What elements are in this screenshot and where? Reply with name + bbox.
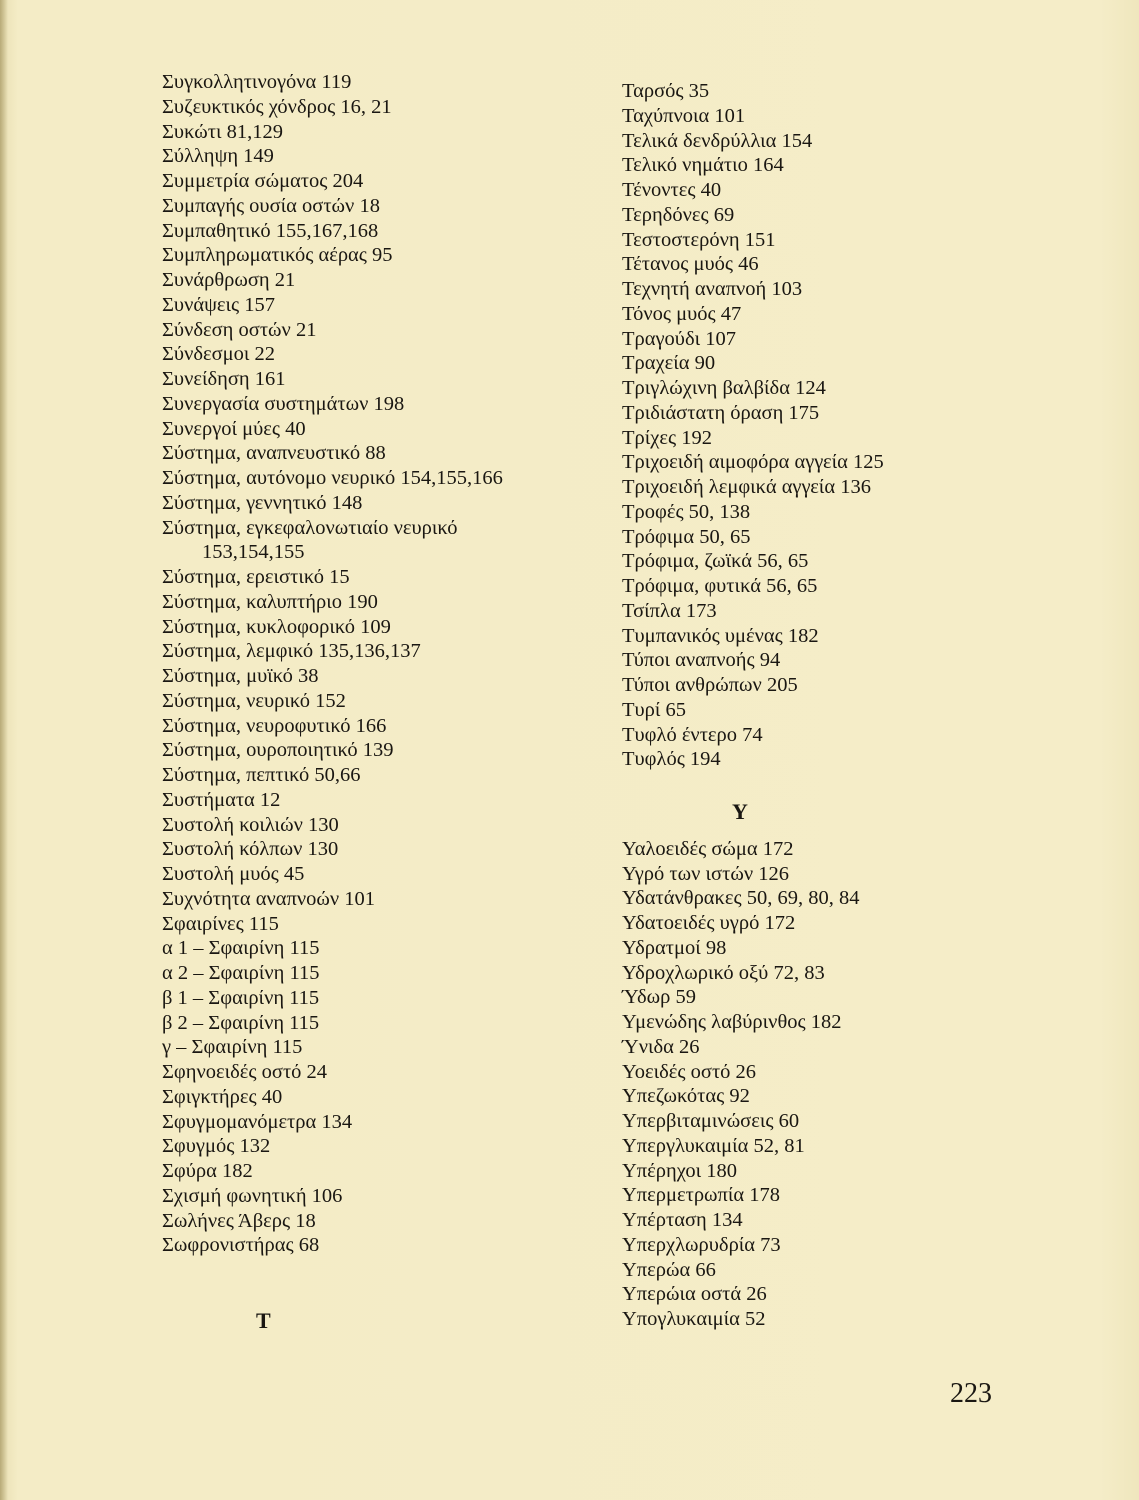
index-entry: α 2 – Σφαιρίνη 115: [162, 962, 320, 984]
index-entry: Υπερχλωρυδρία 73: [622, 1233, 781, 1256]
index-entry: Συνεργοί μύες 40: [162, 417, 306, 440]
index-entry: Σύστημα, μυϊκό 38: [162, 665, 319, 687]
index-entry: Τερηδόνες 69: [622, 203, 735, 226]
index-entry: Σύστημα, αναπνευστικό 88: [162, 442, 386, 465]
index-entry: Σύνδεση οστών 21: [162, 318, 317, 341]
index-entry: Σύστημα, κυκλοφορικό 109: [162, 615, 391, 638]
index-entry: Σύστημα, ερειστικό 15: [162, 566, 350, 588]
index-entry: Συμπληρωματικός αέρας 95: [162, 244, 393, 267]
index-entry: Σωφρονιστήρας 68: [162, 1234, 320, 1257]
index-entry: Τρόφιμα, ζωϊκά 56, 65: [622, 550, 809, 573]
section-letter-t: Τ: [256, 1308, 271, 1333]
index-entry: Συστολή κόλπων 130: [162, 838, 339, 861]
section-letter-y: Υ: [732, 799, 748, 824]
index-entry: Ταρσός 35: [622, 80, 710, 102]
index-entry: Συνεργασία συστημάτων 198: [162, 392, 405, 415]
page-spine-shadow: [0, 0, 8, 1500]
index-entry: γ – Σφαιρίνη 115: [162, 1036, 303, 1059]
index-entry: Σύστημα, εγκεφαλονωτιαίο νευρικό: [162, 516, 458, 539]
index-entry: Συνείδηση 161: [162, 368, 286, 390]
index-entry: Συνάψεις 157: [162, 293, 276, 316]
index-entry: Τελικό νημάτιο 164: [622, 154, 784, 177]
index-entry: Τόνος μυός 47: [622, 302, 742, 325]
index-entry: Τρόφιμα 50, 65: [622, 525, 751, 548]
index-entry: Συμπαγής ουσία οστών 18: [162, 194, 380, 217]
index-entry: Σύστημα, λεμφικό 135,136,137: [162, 640, 421, 663]
index-entry: Υπερβιταμινώσεις 60: [622, 1110, 800, 1132]
index-entry: Ύνιδα 26: [622, 1035, 700, 1058]
index-entry: Σύστημα, πεπτικό 50,66: [162, 764, 361, 786]
index-entry: Σύστημα, γεννητικό 148: [162, 491, 363, 514]
index-entry: Συγκολλητινογόνα 119: [162, 71, 352, 93]
index-entry: Υγρό των ιστών 126: [622, 862, 789, 885]
index-entry: Σύλληψη 149: [162, 145, 274, 168]
index-entry: β 1 – Σφαιρίνη 115: [162, 986, 320, 1009]
index-entry: Τέτανος μυός 46: [622, 253, 759, 276]
index-entry: Συζευκτικός χόνδρος 16, 21: [162, 95, 392, 118]
index-column-right: [622, 79, 884, 1332]
index-column-left: [162, 70, 503, 1258]
index-entry: Σφυγμός 132: [162, 1135, 271, 1158]
index-entry: Συστήματα 12: [162, 788, 281, 811]
index-entry: Σύστημα, αυτόνομο νευρικό 154,155,166: [162, 467, 503, 489]
index-entry: Σχισμή φωνητική 106: [162, 1184, 343, 1207]
index-group-t: [622, 79, 884, 772]
index-entry: Τριχοειδή λεμφικά αγγεία 136: [622, 476, 871, 498]
index-entry: Υδατοειδές υγρό 172: [622, 912, 796, 934]
index-entry: Υοειδές οστό 26: [622, 1060, 757, 1083]
index-entry: Τριδιάστατη όραση 175: [622, 401, 820, 424]
index-entry: Σφαιρίνες 115: [162, 912, 279, 935]
index-entry: Τριγλώχινη βαλβίδα 124: [622, 377, 826, 399]
index-entry: Σύστημα, ουροποιητικό 139: [162, 739, 394, 762]
index-entry: Τυφλό έντερο 74: [622, 723, 763, 746]
index-entry: Τύποι ανθρώπων 205: [622, 674, 798, 696]
index-entry: Συκώτι 81,129: [162, 120, 283, 143]
index-entry: Υπογλυκαιμία 52: [622, 1308, 766, 1330]
index-entry: Υπεζωκότας 92: [622, 1085, 750, 1108]
index-entry: Συμπαθητικό 155,167,168: [162, 219, 379, 242]
index-entry: Υπερμετρωπία 178: [622, 1184, 781, 1207]
index-entry: Συστολή κοιλιών 130: [162, 813, 339, 836]
index-entry: Υδατάνθρακες 50, 69, 80, 84: [622, 887, 860, 910]
index-entry: Τσίπλα 173: [622, 599, 717, 622]
index-entry: Ύδωρ 59: [622, 986, 697, 1009]
index-entry: Τεχνητή αναπνοή 103: [622, 278, 803, 300]
page-number: 223: [950, 1378, 992, 1409]
index-entry: Τρόφιμα, φυτικά 56, 65: [622, 575, 818, 597]
index-entry: Συστολή μυός 45: [162, 863, 305, 885]
index-entry: Τροφές 50, 138: [622, 500, 751, 523]
index-entry: Υπεργλυκαιμία 52, 81: [622, 1134, 805, 1157]
index-entry: Τυρί 65: [622, 698, 687, 721]
index-entry: Τύποι αναπνοής 94: [622, 649, 781, 672]
index-entry: Συνάρθρωση 21: [162, 269, 296, 291]
index-group-y: [622, 837, 884, 1332]
index-entry: Υπέρηχοι 180: [622, 1159, 738, 1182]
index-entry: Τένοντες 40: [622, 179, 722, 201]
index-entry: Σφυγμομανόμετρα 134: [162, 1110, 353, 1133]
index-entry: Υδροχλωρικό οξύ 72, 83: [622, 961, 825, 984]
index-entry: Τεστοστερόνη 151: [622, 228, 776, 251]
index-entry: Υαλοειδές σώμα 172: [622, 837, 794, 860]
index-entry: Υπέρταση 134: [622, 1209, 743, 1231]
index-entry: 153,154,155: [202, 541, 305, 564]
index-entry: Ταχύπνοια 101: [622, 104, 746, 127]
index-entry: Τελικά δενδρύλλια 154: [622, 129, 813, 152]
index-entry: Συμμετρία σώματος 204: [162, 170, 364, 192]
index-entry: Σύστημα, καλυπτήριο 190: [162, 590, 378, 613]
index-entry: Τραγούδι 107: [622, 327, 737, 350]
index-entry: Τραχεία 90: [622, 352, 716, 375]
index-entry: Συχνότητα αναπνοών 101: [162, 887, 376, 910]
index-entry: Τρίχες 192: [622, 426, 712, 449]
index-entry: Σφηνοειδές οστό 24: [162, 1061, 328, 1083]
index-entry: Τυμπανικός υμένας 182: [622, 624, 819, 647]
index-entry: Σύστημα, νευροφυτικό 166: [162, 714, 387, 737]
index-entry: Υδρατμοί 98: [622, 936, 727, 959]
index-entry: Υπερώα 66: [622, 1258, 716, 1281]
index-entry: α 1 – Σφαιρίνη 115: [162, 937, 320, 960]
index-entry: Υπερώια οστά 26: [622, 1283, 767, 1306]
index-entry: Τυφλός 194: [622, 748, 721, 771]
index-entry: Τριχοειδή αιμοφόρα αγγεία 125: [622, 451, 884, 474]
index-entry: Σωλήνες Άβερς 18: [162, 1209, 316, 1232]
index-entry: β 2 – Σφαιρίνη 115: [162, 1011, 320, 1034]
index-entry: Σφύρα 182: [162, 1160, 253, 1182]
index-entry: Σφιγκτήρες 40: [162, 1085, 283, 1108]
index-entry: Σύνδεσμοι 22: [162, 343, 276, 366]
index-entry: Σύστημα, νευρικό 152: [162, 689, 346, 712]
index-entry: Υμενώδης λαβύρινθος 182: [622, 1011, 842, 1033]
